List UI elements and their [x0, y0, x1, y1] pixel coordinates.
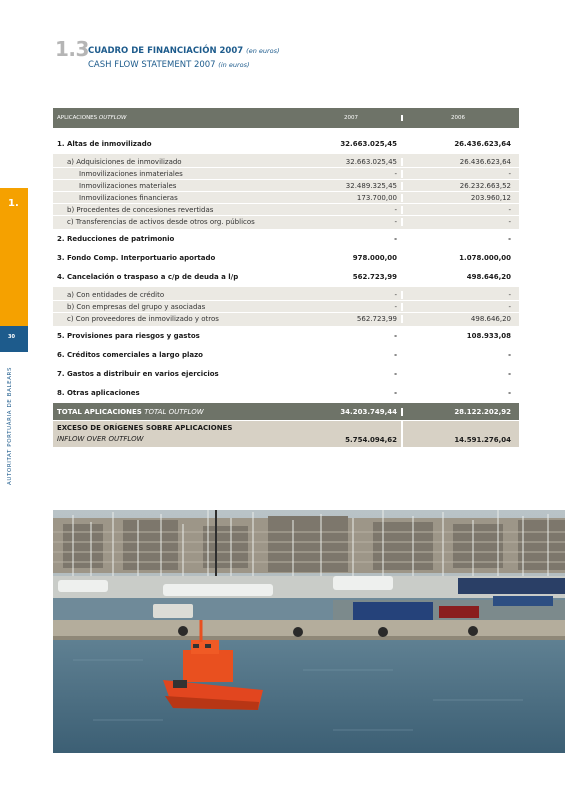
table-row — [53, 268, 519, 287]
total-label-en: TOTAL OUTFLOW — [144, 407, 204, 416]
row-value-2007: 32.489.325,45 — [345, 181, 397, 190]
publisher-vertical-text: AUTORITAT PORTUÀRIA DE BALEARS — [7, 366, 13, 485]
row-value-2006: 1.078.000,00 — [401, 254, 519, 262]
header-label — [53, 115, 298, 121]
table-header — [53, 108, 519, 129]
table-row — [53, 168, 519, 180]
row-value-2006: - — [401, 291, 519, 299]
row-value-2006: 26.436.623,64 — [401, 158, 519, 166]
page-subtitle — [88, 60, 250, 70]
row-value-2006: - — [401, 351, 519, 359]
row-value-2006: - — [401, 170, 519, 178]
row-label: 7. Gastos a distribuir en varios ejercicios — [57, 370, 219, 378]
page-title — [88, 46, 280, 56]
table-row — [53, 204, 519, 216]
header-label-en: OUTFLOW — [98, 115, 127, 121]
table-row — [53, 313, 519, 327]
row-label: 6. Créditos comerciales a largo plazo — [57, 351, 203, 359]
total-label — [53, 408, 298, 416]
total-value-2006: 28.122.202,92 — [401, 408, 519, 416]
table-row — [53, 301, 519, 313]
table-row — [53, 384, 519, 403]
row-value-2006: 498.646,20 — [401, 315, 519, 323]
title-es-text: CUADRO DE FINANCIACIÓN 2007 — [88, 46, 244, 56]
table-row — [53, 327, 519, 346]
row-value-2006: - — [401, 389, 519, 397]
row-value-2007: 32.663.025,45 — [340, 140, 397, 148]
excess-label — [53, 423, 298, 445]
row-value-2006: - — [401, 303, 519, 311]
total-row — [53, 403, 519, 421]
row-value-2007: - — [394, 332, 397, 340]
excess-value-2007: 5.754.094,62 — [345, 436, 397, 444]
total-value-2007: 34.203.749,44 — [340, 407, 397, 416]
row-value-2007: - — [394, 389, 397, 397]
chapter-number: 1. — [8, 198, 19, 209]
row-label: 2. Reducciones de patrimonio — [57, 235, 175, 243]
row-label: Inmovilizaciones financieras — [79, 193, 178, 202]
table-row — [53, 180, 519, 192]
section-number: 1.3 — [55, 37, 89, 61]
row-label: 5. Provisiones para riesgos y gastos — [57, 332, 200, 340]
title-es-unit: (en euros) — [246, 47, 280, 55]
title-en-text: CASH FLOW STATEMENT 2007 — [88, 60, 216, 70]
total-label-es: TOTAL APLICACIONES — [57, 407, 142, 416]
excess-label-es: EXCESO DE ORÍGENES SOBRE APLICACIONES — [57, 424, 233, 432]
cash-flow-table — [53, 108, 519, 448]
header-year-2006: 2006 — [401, 115, 519, 121]
row-value-2006: 26.232.663,52 — [401, 182, 519, 190]
table-row — [53, 154, 519, 168]
row-label: c) Con proveedores de inmovilizado y otros — [67, 314, 219, 323]
row-value-2006: 203.960,12 — [401, 194, 519, 202]
header-year-2007: 2007 — [344, 115, 358, 121]
table-row — [53, 346, 519, 365]
table-row — [53, 216, 519, 230]
row-label: Inmovilizaciones inmateriales — [79, 169, 183, 178]
row-label: a) Adquisiciones de inmovilizado — [67, 157, 182, 166]
row-value-2006: - — [401, 206, 519, 214]
row-value-2007: 32.663.025,45 — [345, 157, 397, 166]
table-row — [53, 365, 519, 384]
row-value-2007: - — [394, 290, 397, 299]
excess-value-2006: 14.591.276,04 — [401, 421, 519, 447]
table-row — [53, 230, 519, 249]
row-value-2006: 26.436.623,64 — [401, 140, 519, 148]
page-number: 30 — [8, 334, 15, 340]
row-value-2007: - — [394, 169, 397, 178]
row-value-2007: - — [394, 205, 397, 214]
harbour-photo — [53, 510, 565, 753]
row-value-2007: 562.723,99 — [356, 314, 397, 323]
row-label: 8. Otras aplicaciones — [57, 389, 140, 397]
table-row — [53, 192, 519, 204]
table-row — [53, 287, 519, 301]
row-label: a) Con entidades de crédito — [67, 290, 165, 299]
row-value-2007: - — [394, 302, 397, 311]
table-row — [53, 135, 519, 154]
row-value-2006: 498.646,20 — [401, 273, 519, 281]
row-label: 3. Fondo Comp. Interportuario aportado — [57, 254, 216, 262]
header-label-es: APLICACIONES — [57, 115, 98, 121]
table-row — [53, 249, 519, 268]
row-label: b) Con empresas del grupo y asociadas — [67, 302, 206, 311]
row-label: Inmovilizaciones materiales — [79, 181, 177, 190]
row-value-2007: - — [394, 217, 397, 226]
row-label: c) Transferencias de activos desde otros org. públicos — [67, 217, 255, 226]
excess-label-en: INFLOW OVER OUTFLOW — [57, 435, 144, 443]
row-value-2006: 108.933,08 — [401, 332, 519, 340]
row-value-2007: - — [394, 351, 397, 359]
title-en-unit: (in euros) — [218, 61, 250, 69]
row-label: 4. Cancelación o traspaso a c/p de deuda a l/p — [57, 273, 239, 281]
row-value-2007: 978.000,00 — [352, 254, 397, 262]
row-value-2006: - — [401, 218, 519, 226]
row-value-2006: - — [401, 370, 519, 378]
row-value-2007: - — [394, 235, 397, 243]
row-value-2006: - — [401, 235, 519, 243]
excess-row — [53, 421, 519, 448]
row-value-2007: - — [394, 370, 397, 378]
row-label: 1. Altas de inmovilizado — [57, 140, 152, 148]
row-label: b) Procedentes de concesiones revertidas — [67, 205, 214, 214]
row-value-2007: 173.700,00 — [356, 193, 397, 202]
row-value-2007: 562.723,99 — [352, 273, 397, 281]
